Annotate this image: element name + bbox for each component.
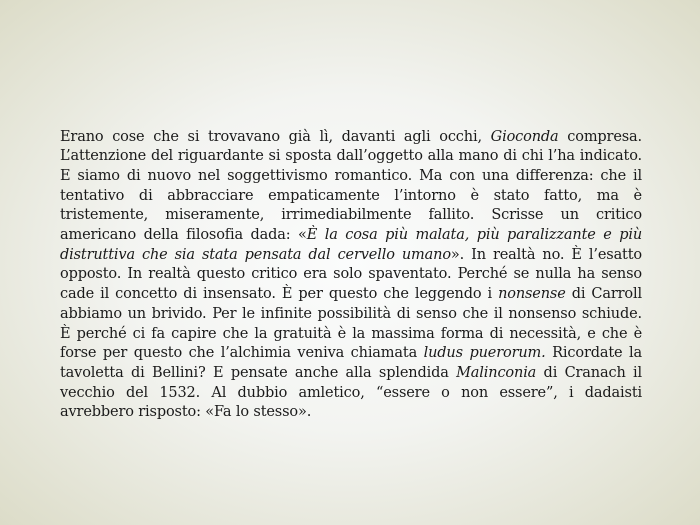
text-run: di Carroll abbiamo un brivido. Per le infinite possibilità di senso che il nonsenso schiude. È perché ci fa capire che la gratuità è la massima forma di necessità, e che è forse per questo che l’alchimia veniva chiamata [60, 286, 642, 362]
text-run: Ricordate la tavoletta di Bellini? E pensate anche alla splendida [60, 345, 643, 381]
text-run-italic: È la cosa più malata, più paralizzante e più distruttiva che sia stata pensata dal cervello umano [60, 227, 643, 263]
text-run-italic: Malinconia [456, 364, 537, 381]
text-run-italic: Gioconda [490, 128, 559, 145]
text-run: Erano cose che si trovavano già lì, davanti agli occhi, [60, 128, 491, 145]
text-run: di Cranach il vecchio del 1532. Al dubbio amletico, “essere o non essere”, i dadaisti avrebbero risposto: «Fa lo stesso». [60, 364, 642, 421]
text-run-italic: ludus puerorum. [423, 345, 546, 362]
text-run-italic: nonsense [498, 286, 566, 303]
text-run: compresa. L’attenzione del riguardante si sposta dall’oggetto alla mano di chi l’ha indicato. E siamo di nuovo nel soggettivismo romantico. Ma con una differenza: che il tentativo di abbracciare empaticamente l’intorno è stato fatto, ma è tristemente, miseramente, irrimediabilmente fallito. Scrisse un critico americano della filosofia dada: « [60, 128, 643, 244]
text-run: ». In realtà no. È l’esatto opposto. In realtà questo critico era solo spaventato. Perché se nulla ha senso cade il concetto di insensato. È per questo che leggendo i [60, 246, 642, 303]
body-paragraph [60, 128, 642, 424]
